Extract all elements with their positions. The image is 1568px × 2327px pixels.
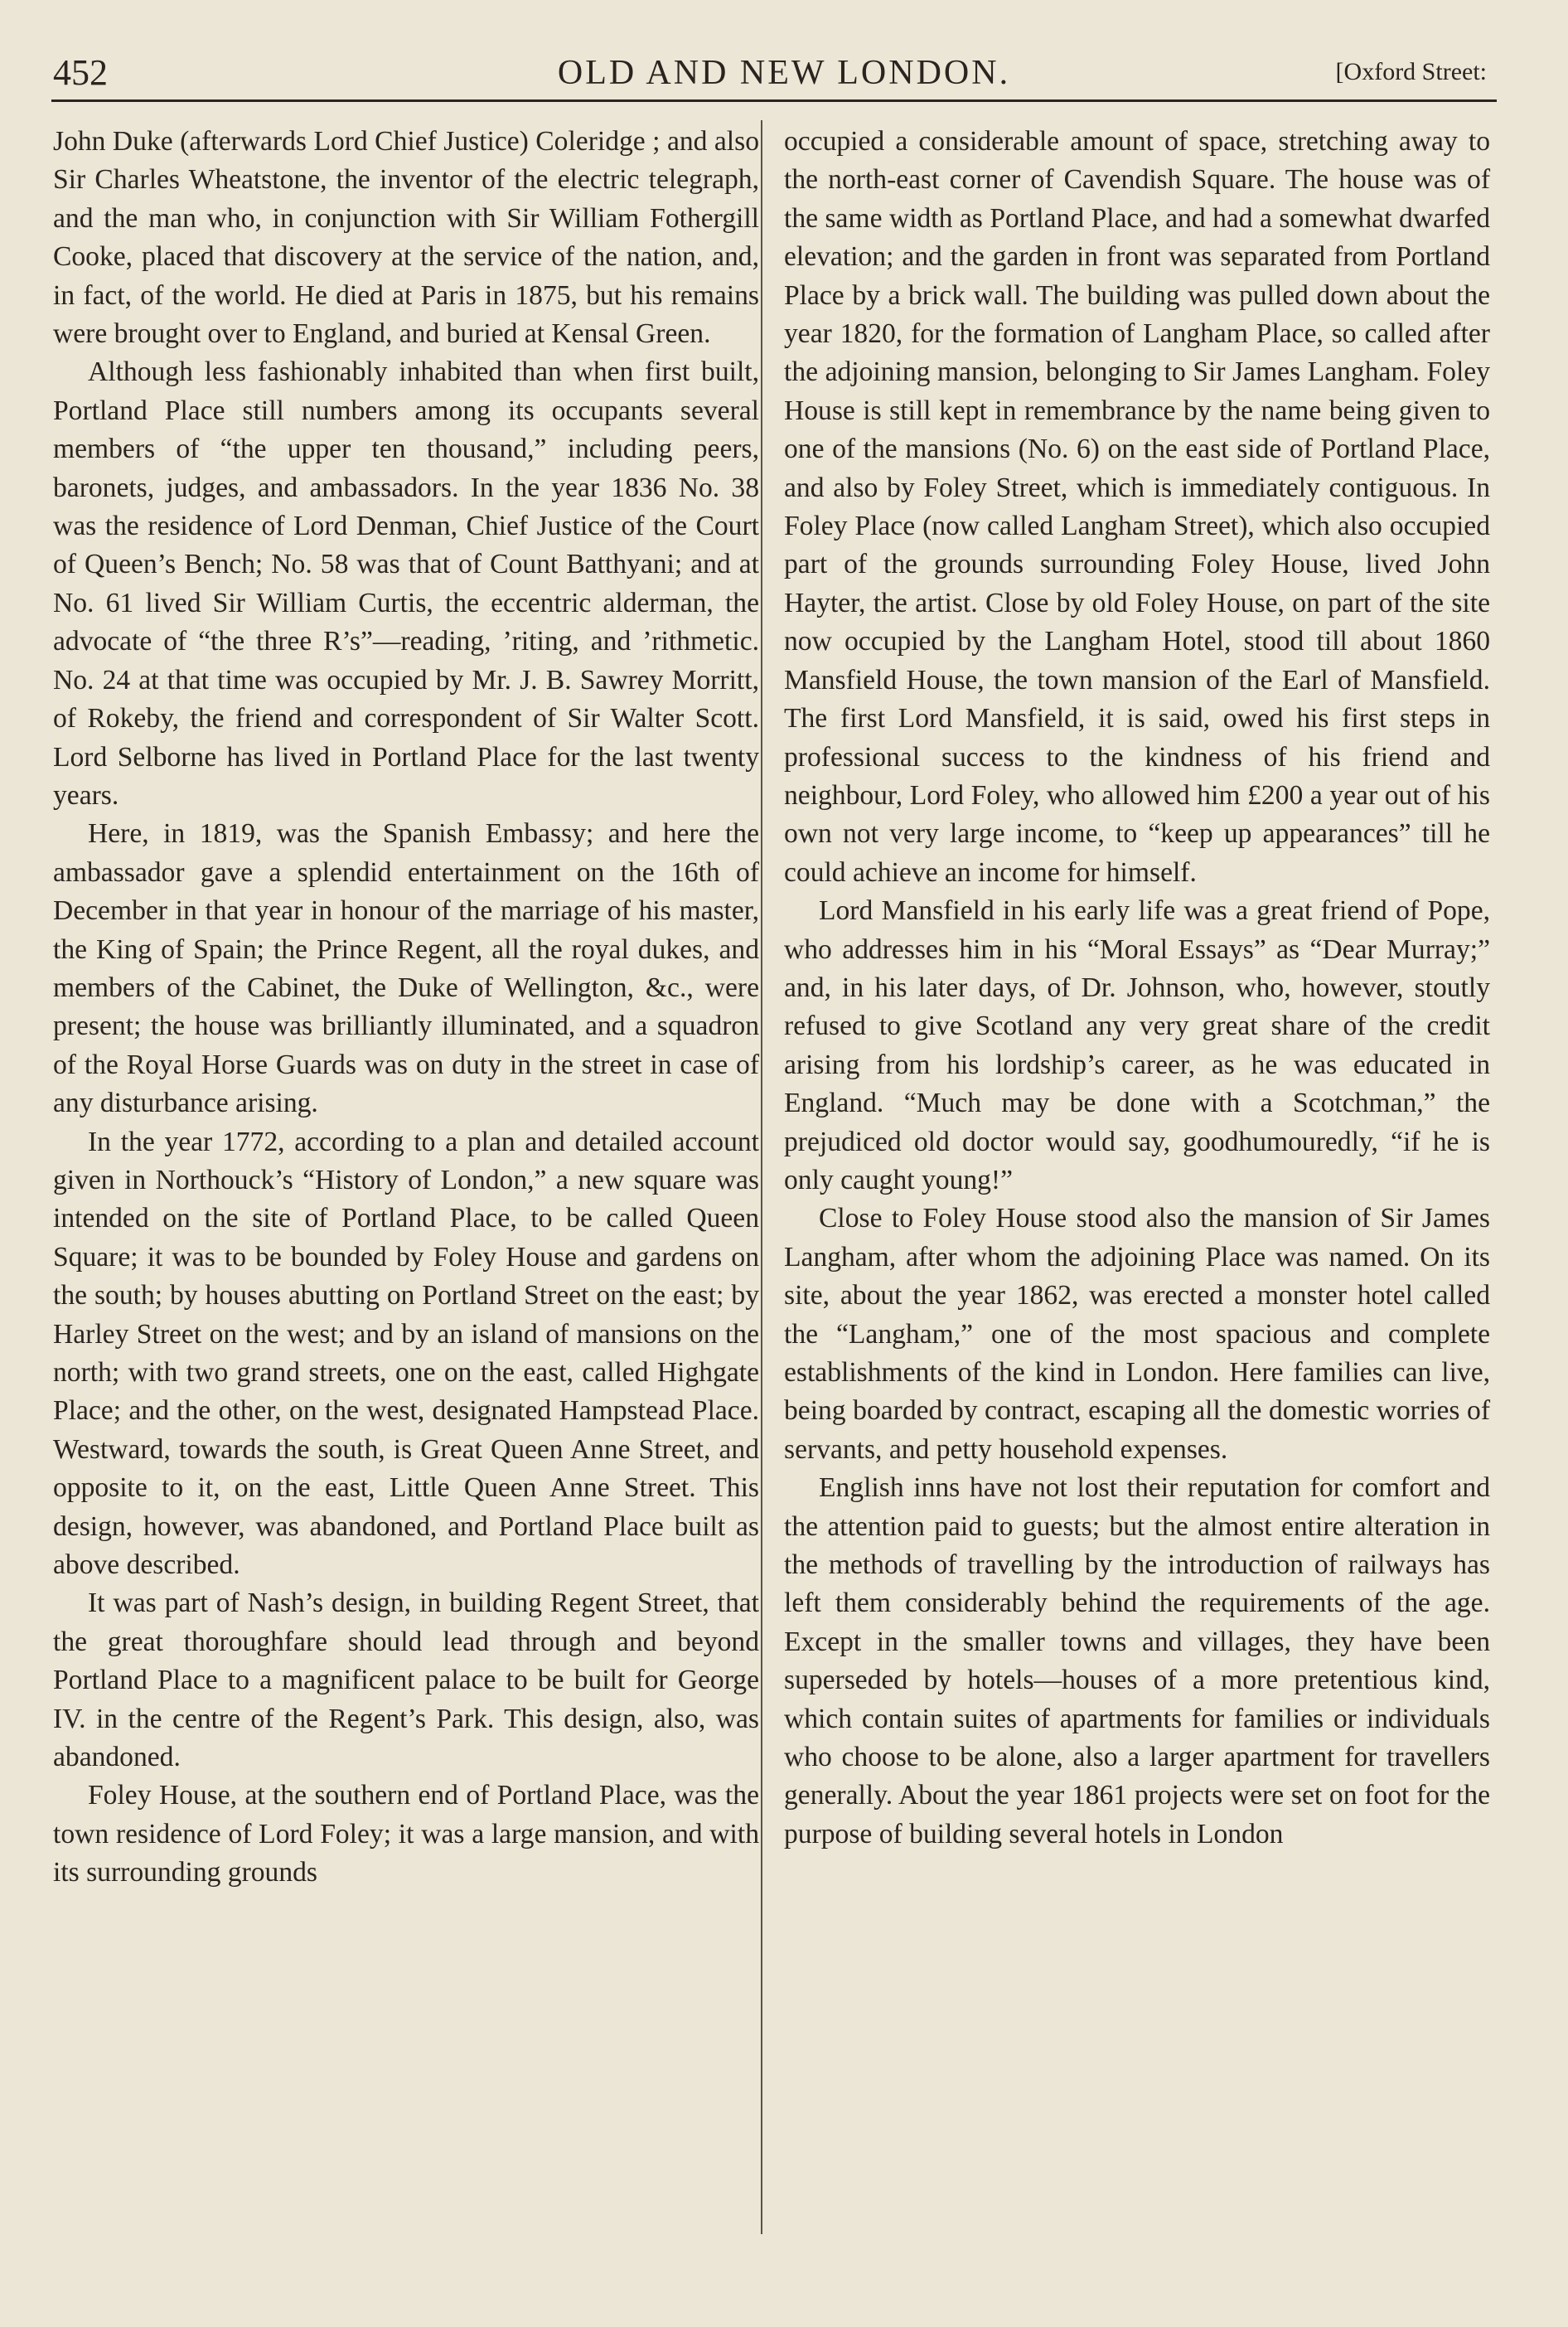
left-column <box>53 123 759 1893</box>
paragraph: John Duke (afterwards Lord Chief Justice) Coleridge ; and also Sir Charles Wheatstone, the inventor of the electric telegraph, and the man who, in conjunction with Sir William Fothergill Cooke, placed that discovery at the service of the nation, and, in fact, of the world. He died at Paris in 1875, but his remains were brought over to England, and buried at Kensal Green. <box>53 126 759 350</box>
paragraph: Although less fashionably inhabited than when first built, Portland Place still numbers among its occupants several members of “the upper ten thousand,” including peers, baronets, judges, and ambassadors. In the year 1836 No. 38 was the residence of Lord Denman, Chief Justice of the Court of Queen’s Bench; No. 58 was that of Count Batthyani; and at No. 61 lived Sir William Curtis, the eccentric alderman, the advocate of “the three R’s”—reading, ’riting, and ’rithmetic. No. 24 at that time was occupied by Mr. J. B. Sawrey Morritt, of Rokeby, the friend and correspondent of Sir Walter Scott. Lord Selborne has lived in Portland Place for the last twenty years. <box>53 356 759 811</box>
right-column <box>784 123 1490 1854</box>
paragraph: occupied a considerable amount of space, stretching away to the north-east corner of Cavendish Square. The house was of the same width as Portland Place, and had a somewhat dwarfed elevation; and the garden in front was separated from Portland Place by a brick wall. The building was pulled down about the year 1820, for the formation of Langham Place, so called after the adjoining mansion, belonging to Sir James Langham. Foley House is still kept in remembrance by the name being given to one of the mansions (No. 6) on the east side of Portland Place, and also by Foley Street, which is immediately contiguous. In Foley Place (now called Langham Street), which also occupied part of the grounds surrounding Foley House, lived John Hayter, the artist. Close by old Foley House, on part of the site now occupied by the Langham Hotel, stood till about 1860 Mansfield House, the town mansion of the Earl of Mansfield. The first Lord Mansfield, it is said, owed his first steps in professional success to the kindness of his friend and neighbour, Lord Foley, who allowed him £200 a year out of his own not very large income, to “keep up appearances” till he could achieve an income for himself. <box>784 126 1490 888</box>
page-number: 452 <box>53 52 108 93</box>
paragraph: Foley House, at the southern end of Portland Place, was the town residence of Lord Foley; it was a large mansion, and with its surrounding grounds <box>53 1780 759 1888</box>
paragraph: Here, in 1819, was the Spanish Embassy; and here the ambassador gave a splendid entertainment on the 16th of December in that year in honour of the marriage of his master, the King of Spain; the Prince Regent, all the royal dukes, and members of the Cabinet, the Duke of Wellington, &c., were present; the house was brilliantly illuminated, and a squadron of the Royal Horse Guards was on duty in the street in case of any disturbance arising. <box>53 818 759 1119</box>
running-title: OLD AND NEW LONDON. <box>557 54 1011 92</box>
paragraph: Close to Foley House stood also the mansion of Sir James Langham, after whom the adjoining Place was named. On its site, about the year 1862, was erected a monster hotel called the “Langham,” one of the most spacious and complete establishments of the kind in London. Here families can live, being boarded by contract, escaping all the domestic worries of servants, and petty household expenses. <box>784 1203 1490 1465</box>
running-section: [Oxford Street: <box>1335 58 1487 85</box>
paragraph: English inns have not lost their reputation for comfort and the attention paid to guests; but the almost entire alteration in the methods of travelling by the introduction of railways has left them considerably behind the requirements of the age. Except in the smaller towns and villages, they have been superseded by hotels—houses of a more pretentious kind, which contain suites of apartments for families or individuals who choose to be alone, also a larger apartment for travellers generally. About the year 1861 projects were set on foot for the purpose of building several hotels in London <box>784 1472 1490 1849</box>
header-rule <box>51 99 1497 102</box>
column-rule <box>761 120 762 2234</box>
paragraph: It was part of Nash’s design, in building Regent Street, that the great thoroughfare should lead through and beyond Portland Place to a magnificent palace to be built for George IV. in the centre of the Regent’s Park. This design, also, was abandoned. <box>53 1588 759 1773</box>
paragraph: Lord Mansfield in his early life was a great friend of Pope, who addresses him in his “Moral Essays” as “Dear Murray;” and, in his later days, of Dr. Johnson, who, however, stoutly refused to give Scotland any very great share of the credit arising from his lordship’s career, as he was educated in England. “Much may be done with a Scotchman,” the prejudiced old doctor would say, goodhumouredly, “if he is only caught young!” <box>784 895 1490 1195</box>
paragraph: In the year 1772, according to a plan and detailed account given in Northouck’s “History of London,” a new square was intended on the site of Portland Place, to be called Queen Square; it was to be bounded by Foley House and gardens on the south; by houses abutting on Portland Street on the east; by Harley Street on the west; and by an island of mansions on the north; with two grand streets, one on the east, called Highgate Place; and the other, on the west, designated Hampstead Place. Westward, towards the south, is Great Queen Anne Street, and opposite to it, on the east, Little Queen Anne Street. This design, however, was abandoned, and Portland Place built as above described. <box>53 1126 759 1581</box>
